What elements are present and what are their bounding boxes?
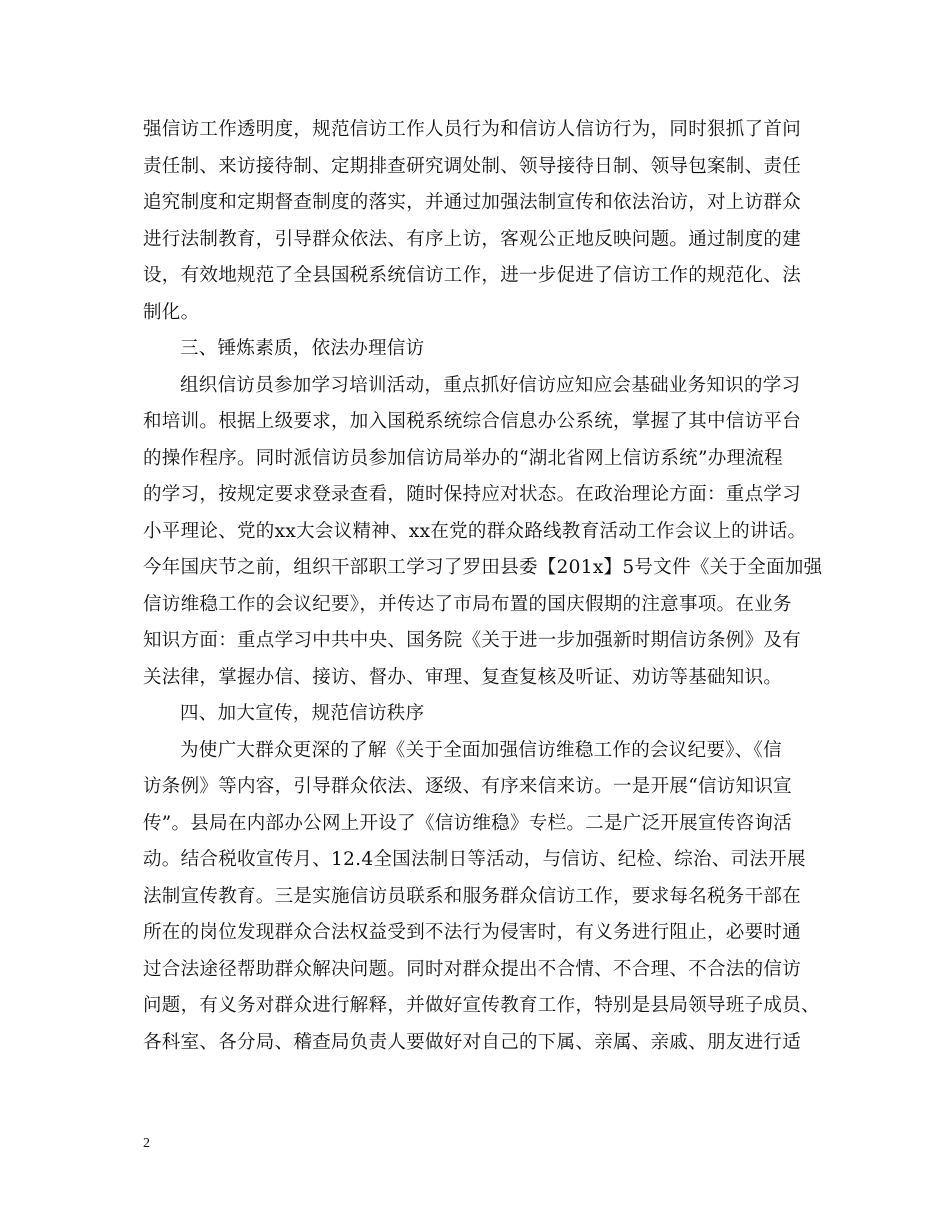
- text-line: 访条例》等内容，引导群众依法、逐级、有序来信来访。一是开展“信访知识宣: [143, 776, 792, 797]
- text-line: 过合法途径帮助群众解决问题。同时对群众提出不合情、不合理、不合法的信访: [143, 958, 802, 980]
- body-text: [143, 112, 823, 1061]
- text-line: 今年国庆节之前，组织干部职工学习了罗田县委【201x】5号文件《关于全面加强: [143, 557, 823, 578]
- text-line: 问题，有义务对群众进行解释，并做好宣传教育工作，特别是县局领导班子成员、: [143, 995, 820, 1016]
- text-line: 追究制度和定期督查制度的落实，并通过加强法制宣传和依法治访，对上访群众: [143, 192, 802, 213]
- text-line: 强信访工作透明度，规范信访工作人员行为和信访人信访行为，同时狠抓了首问: [143, 119, 802, 140]
- paragraph-first-line: 组织信访员参加学习培训活动，重点抓好信访应知应会基础业务知识的学习: [180, 374, 801, 396]
- section-heading: 四、加大宣传，规范信访秩序: [180, 703, 425, 724]
- paragraph-first-line: 为使广大群众更深的了解《关于全面加强信访维稳工作的会议纪要》、《信: [180, 739, 782, 761]
- text-line: 各科室、各分局、稽查局负责人要做好对自己的下属、亲属、亲戚、朋友进行适: [143, 1031, 802, 1053]
- text-line: 责任制、来访接待制、定期排查研究调处制、领导接待日制、领导包案制、责任: [143, 155, 802, 177]
- text-line: 法制宣传教育。三是实施信访员联系和服务群众信访工作，要求每名税务干部在: [143, 885, 802, 907]
- text-line: 和培训。根据上级要求，加入国税系统综合信息办公系统，掌握了其中信访平台: [143, 411, 802, 432]
- text-line: 小平理论、党的xx大会议精神、xx在党的群众路线教育活动工作会议上的讲话。: [143, 520, 807, 542]
- text-line: 的学习，按规定要求登录查看，随时保持应对状态。在政治理论方面：重点学习: [143, 484, 802, 505]
- text-line: 的操作程序。同时派信访员参加信访局举办的“湖北省网上信访系统”办理流程: [143, 447, 783, 469]
- text-line: 进行法制教育，引导群众依法、有序上访，客观公正地反映问题。通过制度的建: [143, 228, 802, 250]
- text-line: 传”。县局在内部办公网上开设了《信访维稳》专栏。二是广泛开展宣传咨询活: [143, 812, 792, 834]
- page-number: 2: [143, 1136, 150, 1151]
- text-line: 动。结合税收宣传月、12.4全国法制日等活动，与信访、纪检、综治、司法开展: [143, 849, 806, 870]
- text-line: 制化。: [143, 301, 200, 323]
- text-line: 所在的岗位发现群众合法权益受到不法行为侵害时，有义务进行阻止，必要时通: [143, 922, 802, 943]
- text-line: 关法律，掌握办信、接访、督办、审理、复查复核及听证、劝访等基础知识。: [143, 666, 783, 688]
- section-heading: 三、锤炼素质，依法办理信访: [180, 338, 425, 359]
- text-line: 设，有效地规范了全县国税系统信访工作，进一步促进了信访工作的规范化、法: [143, 265, 802, 286]
- text-line: 信访维稳工作的会议纪要》，并传达了市局布置的国庆假期的注意事项。在业务: [143, 593, 792, 615]
- text-line: 知识方面：重点学习中共中央、国务院《关于进一步加强新时期信访条例》及有: [143, 630, 802, 651]
